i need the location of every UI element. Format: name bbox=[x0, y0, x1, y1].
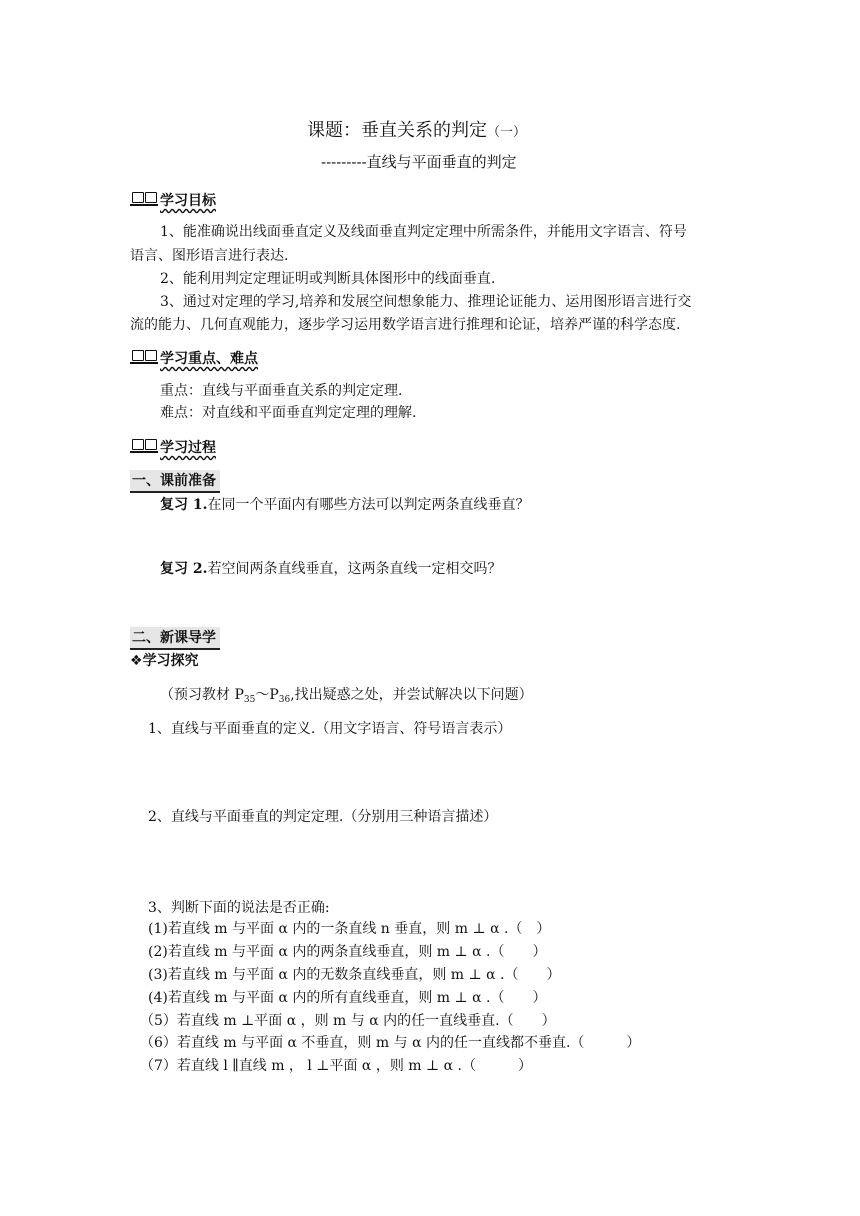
book-icon bbox=[130, 349, 158, 364]
section-goals-heading: 学习目标 bbox=[130, 190, 216, 210]
key-point: 重点：直线与平面垂直关系的判定定理. bbox=[160, 383, 403, 399]
goal-1-line-1: 1、能准确说出线面垂直定义及线面垂直判定定理中所需条件，并能用文字语言、符号 bbox=[160, 224, 687, 240]
difficult-point: 难点：对直线和平面垂直判定定理的理解. bbox=[160, 405, 417, 421]
goal-2: 2、能利用判定定理证明或判断具体图形中的线面垂直. bbox=[160, 271, 496, 287]
section-process-heading: 学习过程 bbox=[130, 437, 216, 457]
statement-3: (3)若直线 m 与平面 α 内的无数条直线垂直，则 m ⊥ α .（ ） bbox=[148, 967, 561, 983]
statement-4: (4)若直线 m 与平面 α 内的所有直线垂直，则 m ⊥ α .（ ） bbox=[148, 990, 547, 1006]
preview-instruction: （预习教材 $P_{35}\sim P_{36}$,找出疑惑之处，并尝试解决以下问题） bbox=[160, 687, 533, 705]
book-icon bbox=[130, 191, 158, 206]
question-3: 3、判断下面的说法是否正确: bbox=[148, 900, 330, 916]
question-2: 2、直线与平面垂直的判定定理.（分别用三种语言描述） bbox=[148, 809, 498, 825]
page-title bbox=[307, 116, 526, 142]
section-prep-band: 一、课前准备 bbox=[130, 470, 220, 493]
statement-1: (1)若直线 m 与平面 α 内的一条直线 n 垂直，则 m ⊥ α .（ ） bbox=[148, 921, 551, 937]
question-1: 1、直线与平面垂直的定义.（用文字语言、符号语言表示） bbox=[148, 721, 512, 737]
statement-6: （6）若直线 m 与平面 α 不垂直，则 m 与 α 内的任一直线都不垂直.（ ） bbox=[140, 1035, 641, 1051]
review-2: 复习 2.若空间两条直线垂直，这两条直线一定相交吗？ bbox=[160, 561, 502, 577]
book-icon bbox=[130, 438, 158, 453]
statement-7: （7）若直线 l ∥直线 m ， l ⊥平面 α ，则 m ⊥ α .（ ） bbox=[140, 1058, 532, 1074]
review-1: 复习 1.在同一个平面内有哪些方法可以判定两条直线垂直？ bbox=[160, 497, 530, 513]
title-main: 课题：垂直关系的判定 bbox=[307, 120, 487, 141]
statement-5: （5）若直线 m ⊥平面 α ，则 m 与 α 内的任一直线垂直.（ ） bbox=[140, 1013, 556, 1029]
title-paren: （一） bbox=[487, 125, 527, 140]
explore-heading: ❖学习探究 bbox=[130, 653, 199, 669]
section-keypoints-heading: 学习重点、难点 bbox=[130, 348, 258, 368]
goal-3-line-2: 流的能力、几何直观能力，逐步学习运用数学语言进行推理和论证，培养严谨的科学态度. bbox=[130, 317, 681, 333]
page-subtitle: ---------直线与平面垂直的判定 bbox=[321, 153, 517, 171]
section-newlesson-band: 二、新课导学 bbox=[130, 627, 220, 650]
statement-2: (2)若直线 m 与平面 α 内的两条直线垂直，则 m ⊥ α .（ ） bbox=[148, 944, 547, 960]
goal-3-line-1: 3、通过对定理的学习,培养和发展空间想象能力、推理论证能力、运用图形语言进行交 bbox=[160, 294, 692, 310]
goal-1-line-2: 语言、图形语言进行表达. bbox=[130, 248, 289, 264]
clover-icon: ❖ bbox=[130, 653, 143, 669]
